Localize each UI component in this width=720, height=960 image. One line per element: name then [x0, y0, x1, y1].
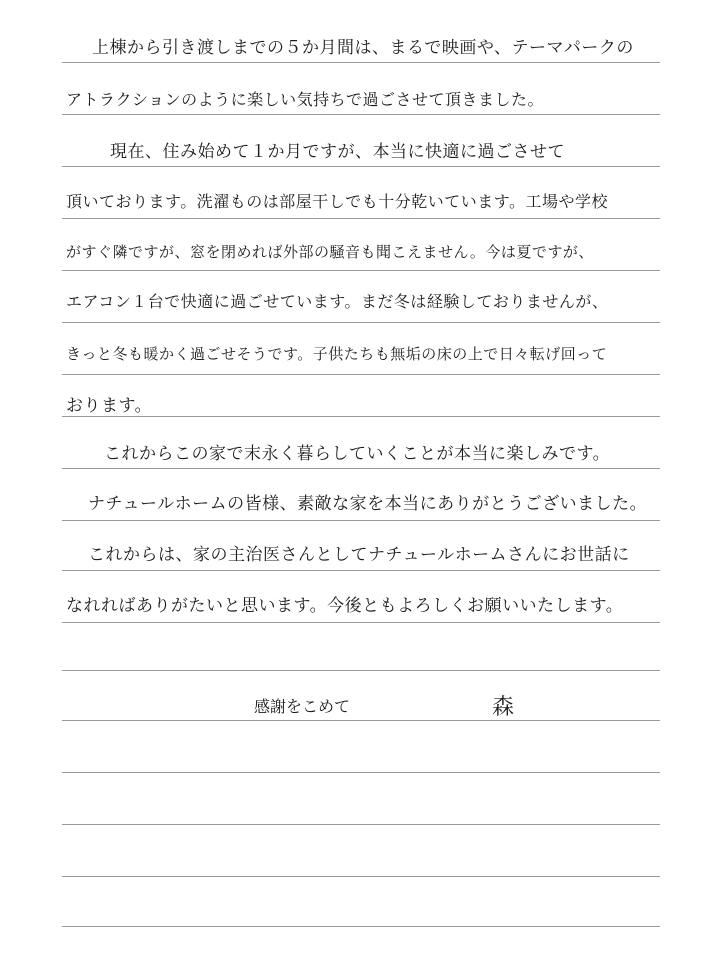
ruled-line: [62, 876, 660, 877]
letter-line-4: 頂いております。洗濯ものは部屋干しでも十分乾いています。工場や学校: [66, 192, 608, 211]
letter-line-9: これからこの家で末永く暮らしていくことが本当に楽しみです。: [104, 444, 611, 464]
letter-line-3: 現在、住み始めて１か月ですが、本当に快適に過ごさせて: [110, 142, 565, 162]
letter-line-2: アトラクションのように楽しい気持ちで過ごさせて頂きました。: [66, 90, 545, 109]
ruled-line: [62, 468, 660, 469]
letter-line-6: エアコン１台で快適に過ごせています。まだ冬は経験しておりませんが、: [66, 292, 609, 311]
ruled-line: [62, 62, 660, 63]
ruled-line: [62, 926, 660, 927]
ruled-line: [62, 374, 660, 375]
letter-signature: 森: [492, 695, 515, 720]
ruled-line: [62, 322, 660, 323]
ruled-line: [62, 218, 660, 219]
ruled-line: [62, 570, 660, 571]
ruled-line: [62, 824, 660, 825]
letter-line-8: おります。: [66, 396, 153, 416]
letter-closing: 感謝をこめて: [254, 697, 351, 716]
ruled-line: [62, 270, 660, 271]
letter-line-5: がすぐ隣ですが、窓を閉めれば外部の騒音も聞こえません。今は夏ですが、: [66, 243, 594, 261]
letter-line-12: なれればありがたいと思います。今後ともよろしくお願いいたします。: [66, 596, 624, 616]
letter-line-1: 上棟から引き渡しまでの５か月間は、まるで映画や、テーマパークの: [92, 38, 634, 58]
ruled-line: [62, 720, 660, 721]
ruled-line: [62, 520, 660, 521]
ruled-line: [62, 670, 660, 671]
ruled-line: [62, 114, 660, 115]
ruled-line: [62, 622, 660, 623]
letter-line-11: これからは、家の主治医さんとしてナチュールホームさんにお世話に: [88, 545, 630, 565]
ruled-line: [62, 772, 660, 773]
letter-line-10: ナチュールホームの皆様、素敵な家を本当にありがとうございました。: [88, 494, 648, 514]
letter-line-7: きっと冬も暖かく過ごせそうです。子供たちも無垢の床の上で日々転げ回って: [66, 345, 608, 363]
ruled-line: [62, 166, 660, 167]
